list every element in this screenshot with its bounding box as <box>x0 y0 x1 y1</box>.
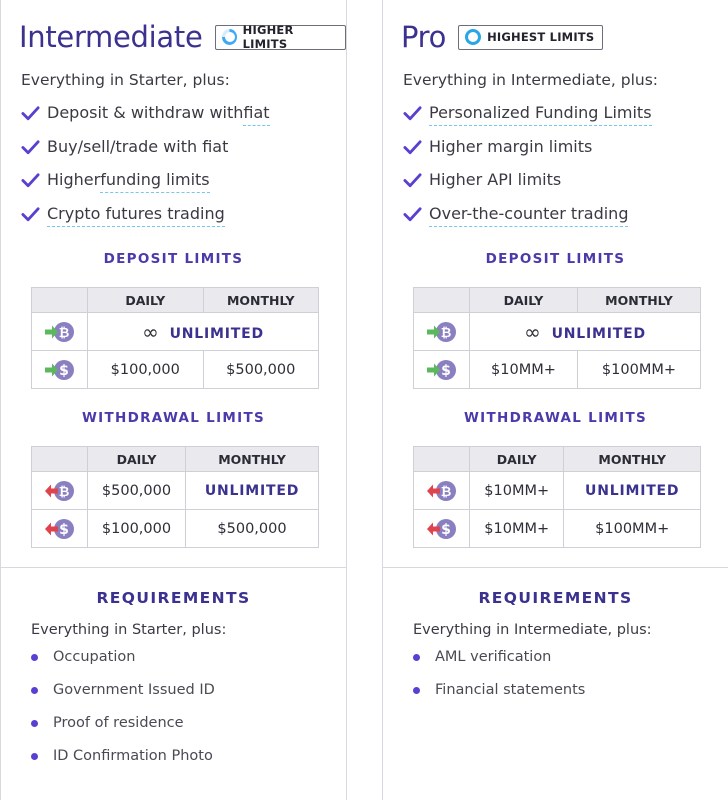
table-header-daily: DAILY <box>88 288 204 313</box>
feature-text: Deposit & withdraw with <box>47 103 244 122</box>
section-divider <box>383 567 728 568</box>
tier-header <box>401 19 603 55</box>
partial-ring-icon <box>222 29 237 45</box>
checkmark-icon <box>21 172 40 188</box>
limit-cell-monthly: UNLIMITED <box>564 472 701 510</box>
checkmark-icon <box>403 206 422 222</box>
table-header-blank <box>414 288 470 313</box>
feature-item <box>403 170 652 204</box>
limit-cell-monthly: $500,000 <box>185 510 318 548</box>
feature-item <box>21 204 270 238</box>
feature-item <box>21 103 270 137</box>
feature-list <box>21 103 270 237</box>
checkmark-icon <box>21 139 40 155</box>
table-row <box>414 313 701 351</box>
limit-cell-monthly: $100MM+ <box>564 510 701 548</box>
feature-link-funding-limits[interactable]: funding limits <box>100 170 209 193</box>
deposit-cash-icon <box>426 358 458 382</box>
bullet-dot-icon <box>31 654 38 661</box>
bullet-dot-icon <box>31 720 38 727</box>
bullet-dot-icon <box>413 654 420 661</box>
feature-item <box>21 137 270 171</box>
icon-cell <box>32 510 88 548</box>
checkmark-icon <box>403 139 422 155</box>
deposit-limits-title: DEPOSIT LIMITS <box>103 251 244 267</box>
table-header-monthly: MONTHLY <box>564 447 701 472</box>
table-header-daily: DAILY <box>470 447 564 472</box>
requirements-title: REQUIREMENTS <box>96 589 251 607</box>
table-header-row <box>414 288 701 313</box>
checkmark-icon <box>403 105 422 121</box>
list-item <box>413 649 585 682</box>
table-header-daily: DAILY <box>470 288 578 313</box>
table-header-blank <box>32 447 88 472</box>
requirements-title: REQUIREMENTS <box>478 589 633 607</box>
icon-cell <box>414 510 470 548</box>
list-item <box>31 748 215 781</box>
table-row <box>32 510 319 548</box>
table-row <box>414 510 701 548</box>
tier-card-intermediate <box>0 0 347 800</box>
features-intro: Everything in Starter, plus: <box>21 71 230 89</box>
withdraw-cash-icon <box>44 517 76 541</box>
limit-cell-monthly: $500,000 <box>203 351 319 389</box>
table-row <box>414 472 701 510</box>
requirement-text: AML verification <box>435 649 552 665</box>
table-row <box>32 351 319 389</box>
badge-label: HIGHEST LIMITS <box>487 30 595 44</box>
table-header-row <box>32 288 319 313</box>
full-ring-icon <box>465 29 481 45</box>
table-row <box>32 313 319 351</box>
feature-link-otc-trading[interactable]: Over-the-counter trading <box>429 204 628 227</box>
tier-card-pro <box>382 0 728 800</box>
limit-cell-unlimited <box>470 313 701 351</box>
requirement-text: Proof of residence <box>53 715 184 731</box>
feature-list <box>403 103 652 237</box>
table-row <box>414 351 701 389</box>
limit-cell-daily: $100,000 <box>88 351 204 389</box>
icon-cell <box>414 472 470 510</box>
deposit-limits-table <box>413 287 701 389</box>
feature-item <box>21 170 270 204</box>
limit-cell-daily: $10MM+ <box>470 510 564 548</box>
bullet-dot-icon <box>31 687 38 694</box>
section-divider <box>1 567 346 568</box>
tier-name: Intermediate <box>19 20 203 54</box>
withdraw-crypto-icon <box>44 479 76 503</box>
icon-cell <box>414 313 470 351</box>
feature-text: Higher margin limits <box>429 136 593 156</box>
feature-item <box>403 137 652 171</box>
table-header-monthly: MONTHLY <box>185 447 318 472</box>
table-header-monthly: MONTHLY <box>203 288 319 313</box>
limit-cell-daily: $10MM+ <box>470 472 564 510</box>
withdraw-cash-icon <box>426 517 458 541</box>
checkmark-icon <box>21 206 40 222</box>
withdrawal-limits-table <box>31 446 319 548</box>
requirements-intro: Everything in Starter, plus: <box>31 622 227 638</box>
feature-link-crypto-futures[interactable]: Crypto futures trading <box>47 204 225 227</box>
requirement-text: Occupation <box>53 649 136 665</box>
list-item <box>31 649 215 682</box>
limit-cell-daily: $10MM+ <box>470 351 578 389</box>
limit-cell-daily: $100,000 <box>88 510 186 548</box>
list-item <box>413 682 585 715</box>
limit-cell-monthly: UNLIMITED <box>185 472 318 510</box>
table-row <box>32 472 319 510</box>
list-item <box>31 715 215 748</box>
badge-label: HIGHER LIMITS <box>242 23 294 51</box>
feature-text: Buy/sell/trade with fiat <box>47 136 229 156</box>
table-header-daily: DAILY <box>88 447 186 472</box>
requirements-list <box>413 649 585 715</box>
deposit-limits-table <box>31 287 319 389</box>
features-intro: Everything in Intermediate, plus: <box>403 71 659 89</box>
feature-item <box>403 204 652 238</box>
bullet-dot-icon <box>31 753 38 760</box>
limit-cell-daily: $500,000 <box>88 472 186 510</box>
feature-link-personalized-funding[interactable]: Personalized Funding Limits <box>429 103 652 126</box>
tier-badge <box>215 25 347 50</box>
deposit-limits-title: DEPOSIT LIMITS <box>485 251 626 267</box>
requirement-text: Financial statements <box>435 682 586 698</box>
table-header-blank <box>414 447 470 472</box>
feature-text: Higher <box>47 170 101 189</box>
list-item <box>31 682 215 715</box>
tier-name: Pro <box>401 20 447 54</box>
unlimited-label: UNLIMITED <box>169 325 264 342</box>
deposit-cash-icon <box>44 358 76 382</box>
icon-cell <box>32 351 88 389</box>
withdraw-crypto-icon <box>426 479 458 503</box>
withdrawal-limits-title: WITHDRAWAL LIMITS <box>81 410 265 426</box>
limit-cell-monthly: $100MM+ <box>577 351 700 389</box>
feature-link-fiat[interactable]: fiat <box>243 103 269 126</box>
withdrawal-limits-table <box>413 446 701 548</box>
deposit-crypto-icon <box>426 320 458 344</box>
withdrawal-limits-title: WITHDRAWAL LIMITS <box>463 410 647 426</box>
tier-badge <box>458 25 603 50</box>
deposit-crypto-icon <box>44 320 76 344</box>
infinity-icon: ∞ <box>142 319 160 344</box>
feature-text: Higher API limits <box>429 170 562 189</box>
bullet-dot-icon <box>413 687 420 694</box>
requirements-list <box>31 649 215 781</box>
checkmark-icon <box>21 105 40 121</box>
requirements-intro: Everything in Intermediate, plus: <box>413 622 652 638</box>
limit-cell-unlimited <box>88 313 319 351</box>
table-header-row <box>32 447 319 472</box>
checkmark-icon <box>403 172 422 188</box>
table-header-row <box>414 447 701 472</box>
requirement-text: Government Issued ID <box>53 682 215 698</box>
tier-header <box>19 19 346 55</box>
icon-cell <box>32 313 88 351</box>
icon-cell <box>414 351 470 389</box>
infinity-icon: ∞ <box>524 319 542 344</box>
table-header-monthly: MONTHLY <box>577 288 700 313</box>
feature-item <box>403 103 652 137</box>
unlimited-label: UNLIMITED <box>551 325 646 342</box>
requirement-text: ID Confirmation Photo <box>53 748 213 764</box>
icon-cell <box>32 472 88 510</box>
table-header-blank <box>32 288 88 313</box>
